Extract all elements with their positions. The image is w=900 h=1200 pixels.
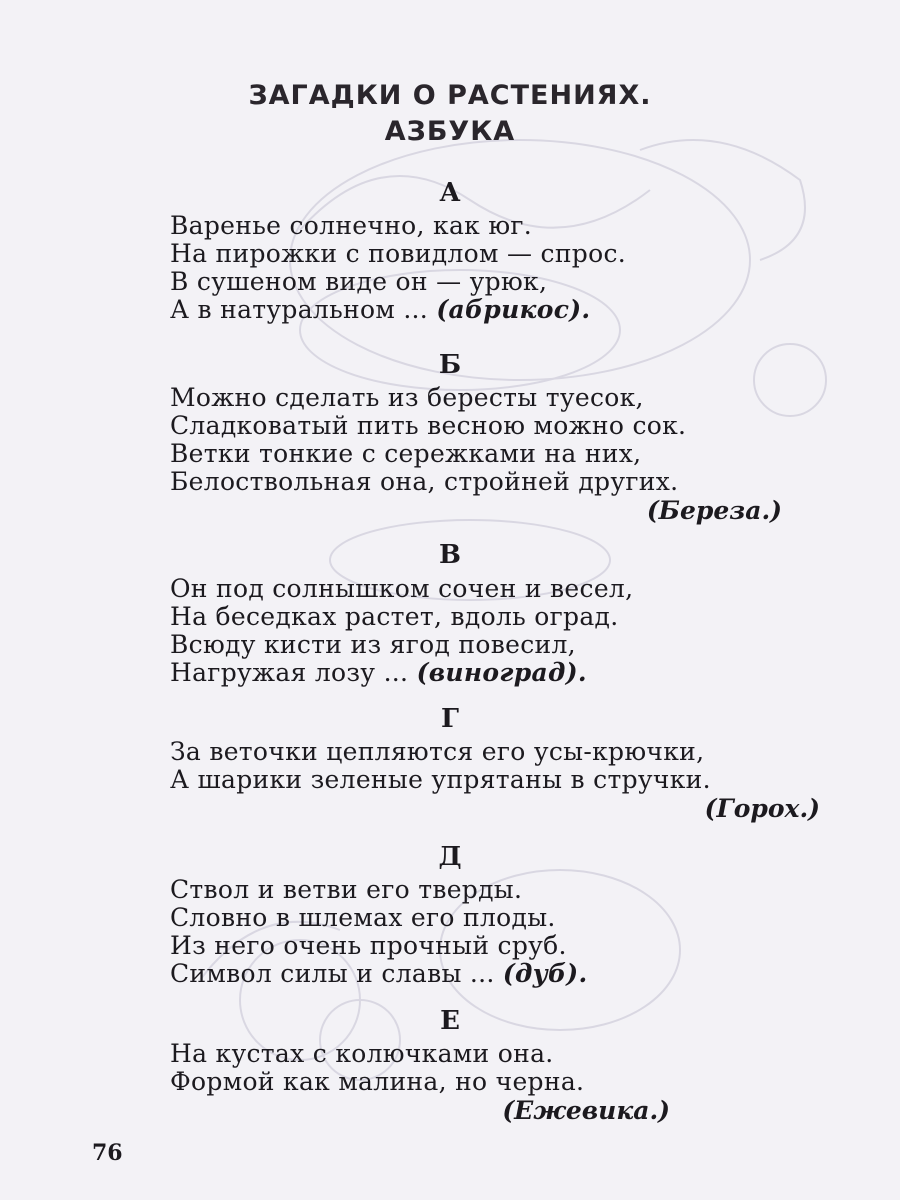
riddle-b	[170, 384, 830, 526]
riddle-line: На пирожки с повидлом — спрос.	[170, 239, 626, 268]
riddle-g	[170, 738, 830, 824]
riddle-letter-d: Д	[438, 842, 462, 872]
riddle-line: Символ силы и славы ...	[170, 959, 495, 988]
riddle-line: А шарики зеленые упрятаны в стручки.	[170, 765, 711, 794]
riddle-line: Ветки тонкие с сережками на них,	[170, 439, 642, 468]
title-line-1: ЗАГАДКИ О РАСТЕНИЯХ.	[248, 80, 652, 111]
title-line-2: АЗБУКА	[384, 116, 516, 147]
riddle-answer: (дуб).	[502, 959, 588, 988]
riddle-letter-b: Б	[438, 350, 462, 380]
riddle-letter-e: Е	[440, 1006, 460, 1036]
riddle-line: На беседках растет, вдоль оград.	[170, 602, 619, 631]
riddle-answer: (виноград).	[416, 658, 587, 687]
riddle-line: Белоствольная она, стройней других.	[170, 467, 679, 496]
riddle-line: Ствол и ветви его тверды.	[170, 875, 523, 904]
riddle-line-with-answer	[170, 960, 830, 988]
riddle-line: За веточки цепляются его усы-крючки,	[170, 737, 705, 766]
riddle-letter-v: В	[439, 540, 461, 570]
riddle-d	[170, 876, 830, 988]
riddle-answer: (абрикос).	[436, 295, 591, 324]
riddle-line: Сладковатый пить весною можно сок.	[170, 411, 687, 440]
riddle-answer: (Ежевика.)	[502, 1096, 670, 1125]
riddle-line: Он под солнышком сочен и весел,	[170, 574, 634, 603]
riddle-line: А в натуральном ...	[170, 295, 429, 324]
riddle-line: Из него очень прочный сруб.	[170, 931, 567, 960]
riddle-a	[170, 212, 830, 324]
riddle-line: Нагружая лозу ...	[170, 658, 409, 687]
riddle-line: Формой как малина, но черна.	[170, 1067, 585, 1096]
riddle-line: В сушеном виде он — урюк,	[170, 267, 548, 296]
riddle-line: Всюду кисти из ягод повесил,	[170, 630, 576, 659]
riddle-line: Словно в шлемах его плоды.	[170, 903, 556, 932]
riddle-line: На кустах с колючками она.	[170, 1039, 554, 1068]
riddle-e	[170, 1040, 830, 1126]
page-title	[0, 78, 900, 150]
riddle-letter-g: Г	[441, 704, 459, 734]
riddle-line: Можно сделать из бересты туесок,	[170, 383, 644, 412]
page-number: 76	[92, 1140, 123, 1166]
riddle-line-with-answer	[170, 659, 830, 687]
riddle-line-with-answer	[170, 296, 830, 324]
riddle-line: Варенье солнечно, как юг.	[170, 211, 533, 240]
riddle-letter-a: А	[439, 178, 461, 208]
riddle-v	[170, 575, 830, 687]
riddle-answer: (Горох.)	[704, 794, 820, 823]
riddle-answer: (Береза.)	[646, 496, 782, 525]
